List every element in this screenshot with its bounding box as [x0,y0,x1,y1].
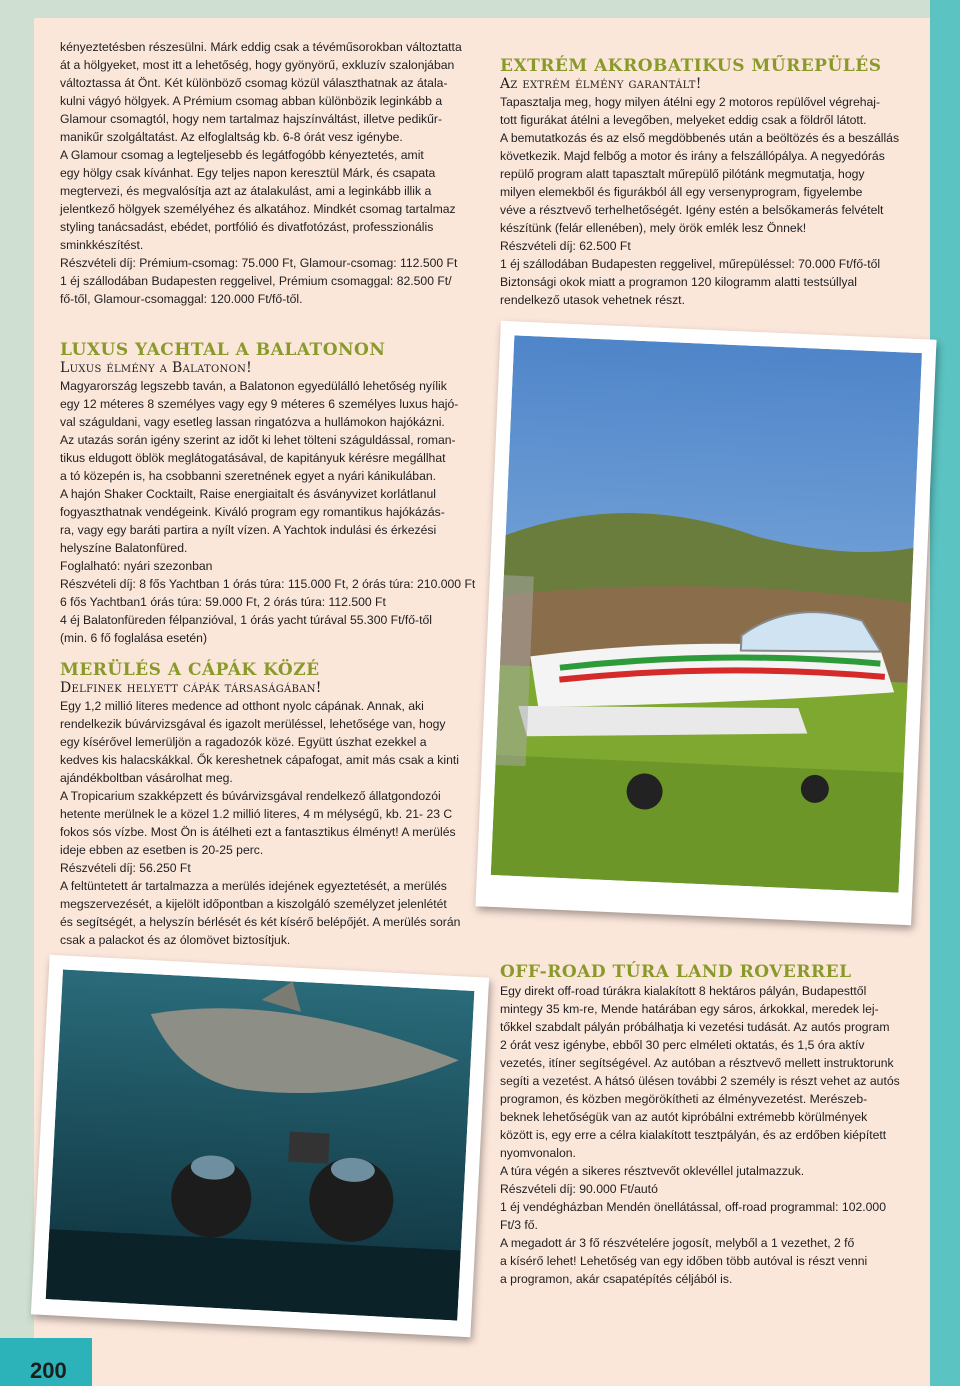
yacht-section [60,340,490,647]
text-line: Az utazás során igény szerint az időt ki lehet tölteni száguldással, roman- [60,433,456,447]
text-line: manikűr szolgáltatást. Az elfoglaltság kb. 6-8 órát vesz igénybe. [60,130,403,144]
text-line: Részvételi díj: 8 fős Yachtban 1 órás túra: 115.000 Ft, 2 órás túra: 210.000 Ft [60,577,476,591]
page-edge-strip [930,0,960,1386]
text-line: megtervezi, és megvalósítja azt az átalakulást, ami a leginkább illik a [60,184,432,198]
text-line: Részvételi díj: 90.000 Ft/autó [500,1182,658,1196]
offroad-section [500,962,920,1288]
diving-title: MERÜLÉS A CÁPÁK KÖZÉ [60,660,320,680]
text-line: át a hölgyeket, most itt a lehetőség, hogy gyönyörű, exkluzív szalonjában [60,58,455,72]
text-line: véve a résztvevő terhelhetőségét. Igény estén a belsőkamerás felvételt [500,203,884,217]
text-line: 1 éj szállodában Budapesten reggelivel, műrepüléssel: 70.000 Ft/fő-től [500,257,881,271]
text-line: jelentkező hölgyek személyéhez és alkatához. Mindkét csomag tartalmaz [60,202,456,216]
text-line: A hajón Shaker Cocktailt, Raise energiaitalt és ásványvizet korlátlanul [60,487,436,501]
text-line: 1 éj vendégházban Mendén önellátással, off-road programmal: 102.000 [500,1200,886,1214]
text-line: Ft/3 fő. [500,1218,538,1232]
text-line: egy hölgy csak kívánhat. Egy teljes napon keresztül Márk, és csapata [60,166,436,180]
text-line: Tapasztalja meg, hogy milyen átélni egy 2 motoros repülővel végrehaj- [500,95,881,109]
text-line: rendelkezik búvárvizsgával és igazolt merüléssel, lehetősége van, hogy [60,717,446,731]
yacht-title: LUXUS YACHTAL A BALATONON [60,340,386,360]
aerobatics-section [500,56,920,309]
text-line: vezetés, itíner segítségével. Az autóban a résztvevő mellett instruktorunk [500,1056,894,1070]
text-line: csak a palackot és az ólomövet biztosítjuk. [60,933,291,947]
shark-dive-image [46,969,475,1320]
text-line: készítünk (felár ellenében), mely örök emlék lesz Önnek! [500,221,807,235]
text-line: fogyaszthatnak vendégeink. Kiváló program egy romantikus hajókázás- [60,505,445,519]
text-line: milyen elemekből és figurákból áll egy versenyprogram, figyelembe [500,185,863,199]
text-line: tikus eldugott öblök meglátogatásával, de kapitányuk kérésre megállhat [60,451,446,465]
text-line: A bemutatkozás és az első megdöbbenés után a beöltözés és a beszállás [500,131,900,145]
text-line: ra, vagy egy baráti partira a nyílt vízen. A Yachtok indulási és érkezési [60,523,437,537]
text-line: kényeztetésben részesülni. Márk eddig csak a tévéműsorokban változtatta [60,40,462,54]
text-line: a programon, akár csapatépítés céljából is. [500,1272,733,1286]
text-line: Biztonsági okok miatt a programon 120 kilogramm alatti testsúllyal [500,275,857,289]
page-number: 200 [30,1358,67,1383]
diving-section [60,660,490,949]
text-line: következik. Majd felbőg a motor és irány a felszállópálya. A negyedórás [500,149,885,163]
text-line: megszervezését, a kijelölt időpontban a kiszolgáló személyzet jelenlétét [60,897,447,911]
text-line: 2 órát vesz igénybe, ebből 30 perc elméleti oktatás, és 1,5 óra aktív [500,1038,865,1052]
text-line: egy kísérővel lemerüljön a ragadozók közé. Együtt úszhat ezekkel a [60,735,427,749]
text-line: között is, egy erre a célra kialakított tesztpályán, és az erdőben kiépített [500,1128,887,1142]
text-line: repülő program alatt tapasztalt műrepülő pilótánk megmutatja, hogy [500,167,865,181]
text-line: Részvételi díj: Prémium-csomag: 75.000 Ft, Glamour-csomag: 112.500 Ft [60,256,458,270]
text-line: tőkkel szabdalt pályán próbálhatja ki vezetési tudását. Az autós program [500,1020,890,1034]
text-line: segíti a vezetést. A hátsó ülésen további 2 személy is részt vehet az autós [500,1074,900,1088]
text-line: Részvételi díj: 62.500 Ft [500,239,631,253]
text-line: kedves kis halacskákkal. Ők kereshetnek cápafogat, amit más csak a kinti [60,753,459,767]
offroad-title: OFF-ROAD TÚRA LAND ROVERREL [500,962,852,982]
text-line: Magyarország legszebb taván, a Balatonon egyedülálló lehetőség nyílik [60,379,447,393]
text-line: Részvételi díj: 56.250 Ft [60,861,191,875]
text-line: Foglalható: nyári szezonban [60,559,213,573]
intro-text [60,38,490,308]
text-line: fokos sós vízbe. Most Ön is átélheti ezt a fantasztikus élményt! A merülés [60,825,456,839]
text-line: ajándékboltban vásárolhat meg. [60,771,233,785]
text-line: A Glamour csomag a legteljesebb és legátfogóbb kényeztetés, amit [60,148,424,162]
text-line: A túra végén a sikeres résztvevőt oklevéllel jutalmazzuk. [500,1164,805,1178]
text-line: 4 éj Balatonfüreden félpanzióval, 1 órás yacht túrával 55.300 Ft/fő-től [60,613,432,627]
text-line: kulni vágyó hölgyek. A Prémium csomag abban különbözik leginkább a [60,94,443,108]
text-line: styling tanácsadást, ebédet, portfólió és divatfotózást, professzionális [60,220,434,234]
text-line: val száguldani, vagy esetleg lassan ringatózva a hullámokon hajókázni. [60,415,445,429]
text-line: mintegy 35 km-re, Mende határában egy sáros, árkokkal, meredek lej- [500,1002,879,1016]
text-line: tott figurákat átélni a levegőben, melyeket eddig csak a földről látott. [500,113,867,127]
text-line: 6 fős Yachtban1 órás túra: 59.000 Ft, 2 órás túra: 112.500 Ft [60,595,386,609]
text-line: Egy direkt off-road túrákra kialakított 8 hektáros pályán, Budapesttől [500,984,867,998]
shark-dive-photo [31,955,489,1338]
diving-subtitle: Delfinek helyett cápák társaságában! [60,680,322,696]
text-line: fő-től, Glamour-csomaggal: 120.000 Ft/fő-től. [60,292,303,306]
text-line: és segítségét, a helyszín bérlését és két kísérő belépőjét. A merülés során [60,915,461,929]
text-line: ideje ebben az esetben is 20-25 perc. [60,843,264,857]
text-line: változtassa át Önt. Két különböző csomag közül választhatnak az átala- [60,76,448,90]
text-line: Glamour csomagtól, hogy nem tartalmaz hajszínváltást, illetve pedikűr- [60,112,443,126]
text-line: (min. 6 fő foglalása esetén) [60,631,208,645]
text-line: hetente merülnek le a közel 1.2 millió literes, 4 m mélységű, kb. 21- 23 C [60,807,453,821]
aerobatics-title: EXTRÉM AKROBATIKUS MŰREPÜLÉS [500,56,882,76]
text-line: A feltüntetett ár tartalmazza a merülés idejének egyeztetését, a merülés [60,879,447,893]
text-line: a kísérő lehet! Lehetőség van egy időben több autóval is részt venni [500,1254,868,1268]
text-line: helyszíne Balatonfüred. [60,541,188,555]
text-line: egy 12 méteres 8 személyes vagy egy 9 méteres 6 személyes luxus hajó- [60,397,459,411]
text-line: A Tropicarium szakképzett és búvárvizsgával rendelkező állatgondozói [60,789,441,803]
text-line: A megadott ár 3 fő részvételére jogosít, melyből a 1 vezethet, 2 fő [500,1236,855,1250]
text-line: nyomvonalon. [500,1146,576,1160]
airplane-photo [475,321,936,925]
text-line: 1 éj szállodában Budapesten reggelivel, Prémium csomaggal: 82.500 Ft/ [60,274,452,288]
text-line: rendelkező utasok vehetnek részt. [500,293,685,307]
text-line: a tó közepén is, ha csobbanni szeretnének egyet a nyári kánikulában. [60,469,437,483]
text-line: sminkkészítést. [60,238,144,252]
aerobatics-subtitle: Az extrém élmény garantált! [500,76,702,92]
text-line: beknek lehetőségük van az autót kipróbálni extrémebb körülmények [500,1110,868,1124]
text-line: Egy 1,2 millió literes medence ad otthont nyolc cápának. Annak, aki [60,699,424,713]
text-line: programon, és közben megörökítheti az élményvezetést. Merészeb- [500,1092,868,1106]
airplane-image [491,335,922,892]
yacht-subtitle: Luxus élmény a Balatonon! [60,360,253,376]
